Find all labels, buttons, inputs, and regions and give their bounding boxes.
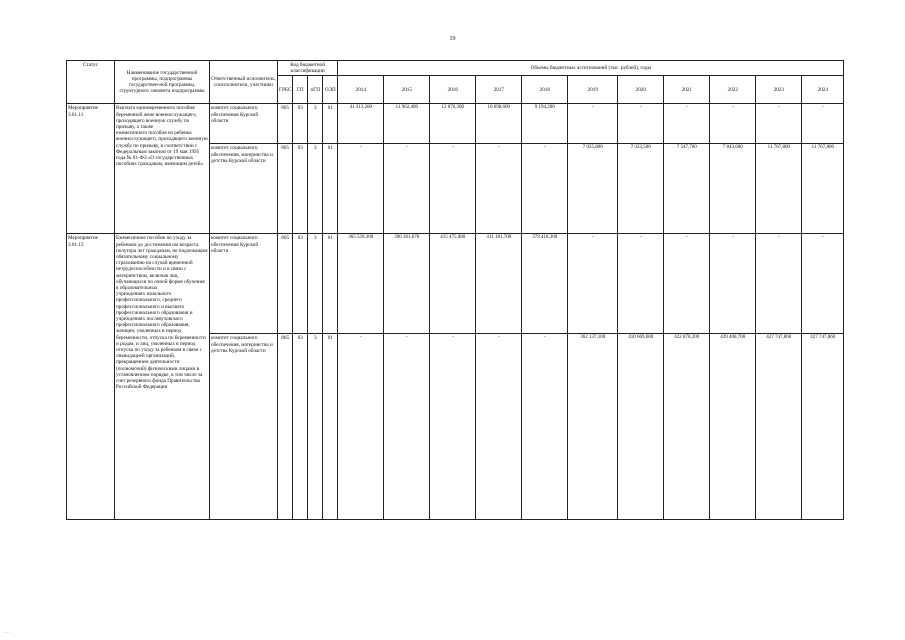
table-row: [67, 234, 844, 334]
grbs-cell: 805: [278, 234, 293, 334]
header-year: 2023: [756, 76, 802, 104]
value-cell: 439 408,700: [710, 334, 756, 520]
value-cell: 11 767,800: [756, 144, 802, 234]
grbs-cell: 805: [278, 144, 293, 234]
header-name: Наименование государственной программы, подпрограммы государствен-ной программы, структурного элемента подпрограммы: [115, 61, 210, 104]
value-cell: -: [430, 144, 476, 234]
osm-cell: 01: [323, 104, 338, 144]
header-year: 2022: [710, 76, 756, 104]
value-cell: -: [664, 104, 710, 144]
value-cell: -: [476, 144, 522, 234]
status-cell: Мероприятие 3.01.11: [67, 104, 115, 234]
header-grbs: ГРБС: [278, 76, 293, 104]
name-text-continued: ежемесячного пособия на ребенка военнослужащего, проходящего военную службу по призыву, в соответствии с Федеральным законом от 19 мая 1995 года № 81-ФЗ «О государственных пособиях гражданам, имеющим детей»: [116, 130, 208, 168]
header-year: 2021: [664, 76, 710, 104]
value-cell: 7 547,700: [664, 144, 710, 234]
table-row: [67, 104, 844, 144]
value-cell: -: [802, 104, 844, 144]
name-text-continued: учреждениях начального профессионального, среднего профессионального и высшего профессионального образования и учреждениях послевузовского профессионального образования, женщин, уволенных в период беременности, отпуска по беременности и родам, и лиц, уволенных в период отпуска по уходу за ребенком в связи с ликвидацией организаций, прекращением деятельности (полномочий) физическими лицами в установленном порядке, в том числе за счет резервного фонда Правительства Российской Федерации: [116, 291, 206, 391]
value-cell: 11 962,400: [384, 104, 430, 144]
value-cell: -: [384, 144, 430, 234]
value-cell: 427 747,860: [802, 334, 844, 520]
header-year: 2017: [476, 76, 522, 104]
value-cell: -: [430, 334, 476, 520]
header-year: 2014: [338, 76, 384, 104]
value-cell: -: [384, 334, 430, 520]
header-year: 2016: [430, 76, 476, 104]
osm-cell: 01: [323, 334, 338, 520]
grbs-cell: 805: [278, 334, 293, 520]
name-cell: [115, 234, 210, 520]
gp-cell: 03: [293, 234, 308, 334]
value-cell: -: [568, 104, 618, 144]
value-cell: -: [568, 234, 618, 334]
value-cell: 365 539,300: [338, 234, 384, 334]
value-cell: 379 418,300: [522, 234, 568, 334]
header-osm: ОЭП: [323, 76, 338, 104]
executor-cell: комитет социального обеспечения, материнства и детства Курской области: [210, 334, 278, 520]
name-text: Ежемесячное пособие по уходу за ребенком до достижения им возраста полутора лет гражданам, не подлежащим обязательному социальному страхованию на случай временной нетрудоспособности и в связи с материнством, включая лиц, обучающихся по очной форме обучения в образовательных: [116, 235, 208, 292]
value-cell: 41 313,200: [338, 104, 384, 144]
name-text: Выплата единовременного пособия беременной жене военнослужащего, проходящего военную службу по призыву, а также: [116, 105, 197, 131]
executor-cell: комитет социального обеспечения Курской области: [210, 104, 278, 144]
header-executor: Ответственный исполнитель, соисполнители, участники: [210, 61, 278, 104]
executor-cell: комитет социального обеспечения Курской области: [210, 234, 278, 334]
budget-table: [66, 60, 844, 520]
header-volumes: Объемы бюджетных ассигнований (тыс. рублей), годы: [338, 61, 844, 76]
value-cell: 7 323,500: [618, 144, 664, 234]
pgp-cell: 3: [308, 104, 323, 144]
osm-cell: 01: [323, 234, 338, 334]
value-cell: -: [522, 334, 568, 520]
value-cell: -: [338, 334, 384, 520]
value-cell: -: [756, 104, 802, 144]
pgp-cell: 3: [308, 234, 323, 334]
header-year: 2020: [618, 76, 664, 104]
gp-cell: 03: [293, 144, 308, 234]
value-cell: 422 878,200: [664, 334, 710, 520]
pgp-cell: 3: [308, 334, 323, 520]
value-cell: -: [618, 234, 664, 334]
header-status: Статус: [67, 61, 115, 104]
grbs-cell: 805: [278, 104, 293, 144]
header-year: 2015: [384, 76, 430, 104]
value-cell: 7 925,800: [568, 144, 618, 234]
header-year: 2018: [522, 76, 568, 104]
value-cell: 12 070,300: [430, 104, 476, 144]
value-cell: 411 181,700: [476, 234, 522, 334]
value-cell: 10 698,600: [476, 104, 522, 144]
header-pgp: пГП: [308, 76, 323, 104]
value-cell: -: [522, 144, 568, 234]
value-cell: 415 475,080: [430, 234, 476, 334]
pgp-cell: 3: [308, 144, 323, 234]
value-cell: -: [756, 234, 802, 334]
value-cell: -: [802, 234, 844, 334]
osm-cell: 01: [323, 144, 338, 234]
value-cell: -: [710, 234, 756, 334]
header-gp: ГП: [293, 76, 308, 104]
value-cell: 362 137,100: [568, 334, 618, 520]
value-cell: -: [618, 104, 664, 144]
value-cell: 7 843,600: [710, 144, 756, 234]
value-cell: -: [664, 234, 710, 334]
page-number: 19: [449, 36, 456, 42]
value-cell: -: [710, 104, 756, 144]
header-year: 2024: [802, 76, 844, 104]
header-year: 2019: [568, 76, 618, 104]
value-cell: 11 767,800: [802, 144, 844, 234]
value-cell: 396 361,670: [384, 234, 430, 334]
value-cell: 427 747,860: [756, 334, 802, 520]
table-header: [67, 61, 844, 104]
status-cell: Мероприятие 3.01.12: [67, 234, 115, 520]
name-cell: [115, 104, 210, 234]
value-cell: 9 194,200: [522, 104, 568, 144]
value-cell: 410 669,600: [618, 334, 664, 520]
value-cell: -: [338, 144, 384, 234]
gp-cell: 03: [293, 104, 308, 144]
corner-mark: . . .: [4, 630, 11, 635]
executor-cell: комитет социального обеспечения, материнства и детства Курской области: [210, 144, 278, 234]
gp-cell: 03: [293, 334, 308, 520]
header-budget-code: Код бюджетной классификации: [278, 61, 338, 76]
value-cell: -: [476, 334, 522, 520]
